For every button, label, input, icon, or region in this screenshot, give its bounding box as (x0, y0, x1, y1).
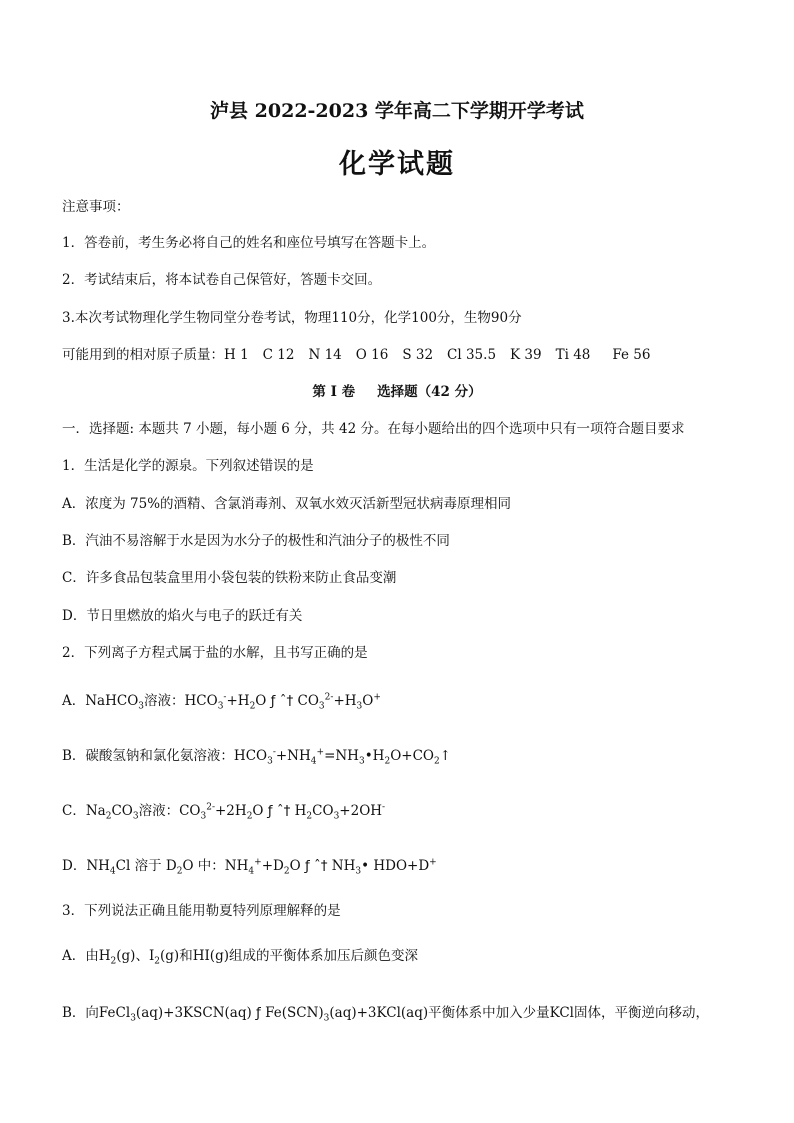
equilibrium-arrow-icon: ƒ ˆ† (270, 693, 294, 709)
q1-option-d: D．节日里燃放的焰火与电子的跃迁有关 (62, 608, 303, 624)
exam-title: 泸县 2022-2023 学年高二下学期开学考试 (210, 100, 584, 122)
atomic-mass-item: H 1 (224, 347, 249, 363)
subject-title: 化学试题 (339, 149, 455, 180)
atomic-mass-item: K 39 (510, 347, 542, 363)
equilibrium-arrow-icon: ƒ ˆ† (267, 803, 291, 819)
q1-option-b: B．汽油不易溶解于水是因为水分子的极性和汽油分子的极性不同 (62, 533, 450, 549)
atomic-mass-item: Ti 48 (555, 347, 591, 363)
q1-option-a: A．浓度为 75%的酒精、含氯消毒剂、双氧水效灭活新型冠状病毒原理相同 (62, 496, 512, 512)
q2-option-b: B．碳酸氢钠和氯化氨溶液：$HCO_3^-+NH_4^+=NH_3•H_2O+CO_2↑$ (62, 747, 452, 767)
q3-stem: 3．下列说法正确且能用勒夏特列原理解释的是 (62, 903, 341, 919)
equilibrium-arrow-icon: ƒ (256, 1005, 261, 1021)
notes-heading: 注意事项： (62, 199, 130, 215)
atomic-mass-item: N 14 (308, 347, 342, 363)
q1-stem: 1．生活是化学的源泉。下列叙述错误的是 (62, 458, 314, 474)
q2-option-a: A．NaHCO$_3$溶液：$HCO_3^-+H_2O$ ƒ ˆ† $CO_3^{2-}+H_3O^+$ (62, 692, 381, 712)
atomic-mass-item: C 12 (262, 347, 295, 363)
note-item-2: 2．考试结束后，将本试卷自己保管好，答题卡交回。 (62, 272, 382, 288)
q2-option-c: C．$Na_2CO_3$溶液：$CO_3^{2-}+2H_2O$ ƒ ˆ† $H_2CO_3+2OH^-$ (62, 802, 386, 822)
section-heading (0, 383, 794, 401)
section-part-title: 选择题（42 分） (377, 384, 482, 400)
q2-stem: 2．下列离子方程式属于盐的水解，且书写正确的是 (62, 645, 368, 661)
atomic-mass-item: Cl 35.5 (447, 347, 497, 363)
q3-option-b: B．向FeCl$_3$(aq)+3KSCN(aq) ƒ $Fe(SCN)_3(aq)+3KCl(aq)$平衡体系中加入少量KCl固体，平衡逆向移动， (62, 1005, 709, 1024)
q2-option-d: D．$NH_4Cl$ 溶于 $D_2O$ 中：$NH_4^++D_2O$ ƒ ˆ† $NH_3•$ HDO+D+ (62, 857, 437, 877)
atomic-mass-item: S 32 (402, 347, 434, 363)
atomic-mass-item: Fe 56 (612, 347, 651, 363)
section-part-label: 第 I 卷 (312, 384, 356, 400)
atomic-mass-item: O 16 (355, 347, 389, 363)
equilibrium-arrow-icon: ƒ ˆ† (304, 858, 328, 874)
note-item-3: 3.本次考试物理化学生物同堂分卷考试，物理110分，化学100分，生物90分 (62, 310, 522, 326)
atomic-mass-label: 可能用到的相对原子质量： (62, 347, 224, 363)
q3-option-a: A．由$H_2(g)$、$I_2(g)$和HI(g)组成的平衡体系加压后颜色变深 (62, 948, 418, 967)
atomic-mass-line (62, 346, 650, 364)
q1-option-c: C．许多食品包装盒里用小袋包装的铁粉来防止食品变潮 (62, 570, 397, 586)
note-item-1: 1．答卷前，考生务必将自己的姓名和座位号填写在答题卡上。 (62, 235, 436, 251)
section-instruction: 一．选择题: 本题共 7 小题，每小题 6 分，共 42 分。在每小题给出的四个选项中只有一项符合题目要求 (62, 421, 685, 437)
